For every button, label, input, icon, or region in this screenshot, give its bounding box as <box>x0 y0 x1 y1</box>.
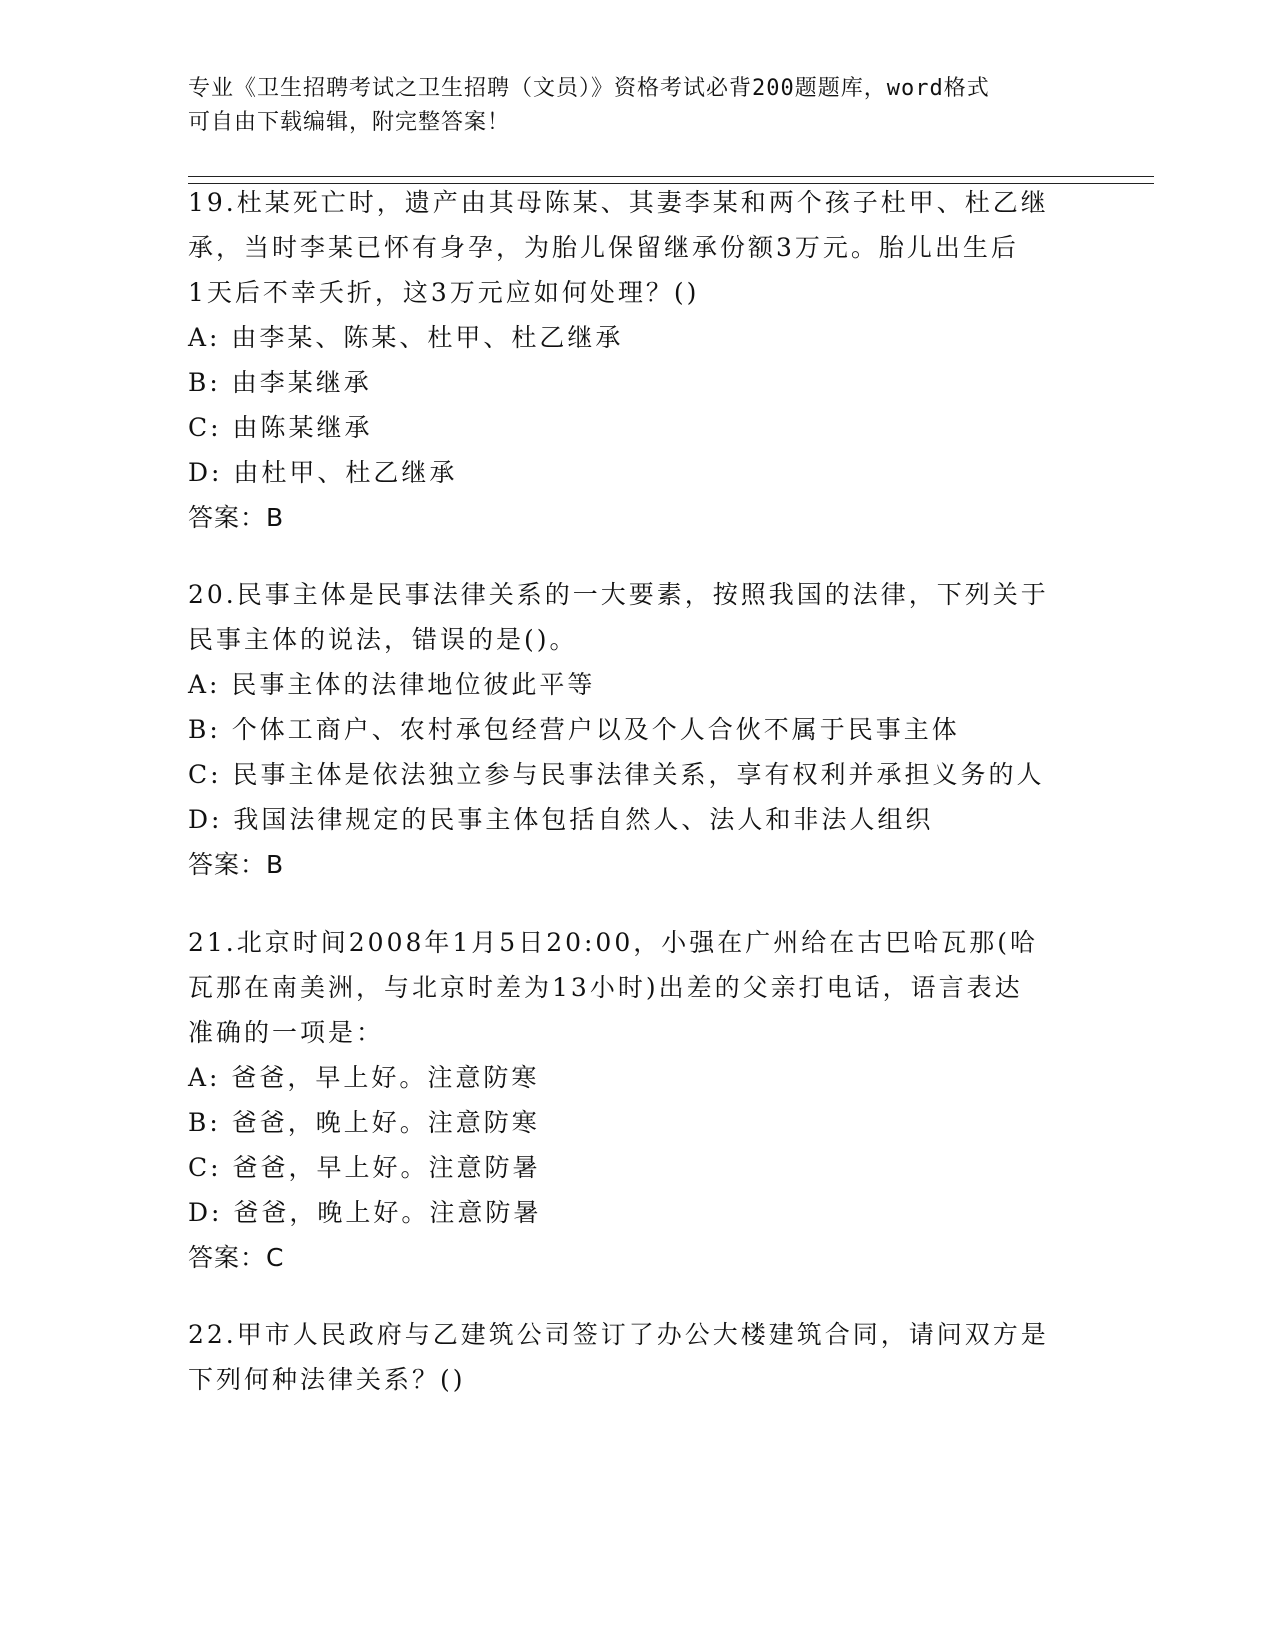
option-c: C: 爸爸，早上好。注意防暑 <box>188 1153 541 1182</box>
question-22 <box>188 1312 1088 1402</box>
option-d: D: 由杜甲、杜乙继承 <box>188 458 458 487</box>
question-stem-line: 20.民事主体是民事法律关系的一大要素，按照我国的法律，下列关于 <box>188 580 1049 609</box>
question-stem-line: 民事主体的说法，错误的是()。 <box>188 625 578 654</box>
option-a: A: 民事主体的法律地位彼此平等 <box>188 670 596 699</box>
option-a: A: 由李某、陈某、杜甲、杜乙继承 <box>188 323 624 352</box>
question-20 <box>188 572 1088 887</box>
option-b: B: 爸爸，晚上好。注意防寒 <box>188 1108 540 1137</box>
header-line: 可自由下载编辑，附完整答案！ <box>188 110 511 135</box>
option-b: B: 由李某继承 <box>188 368 372 397</box>
question-stem-line: 22.甲市人民政府与乙建筑公司签订了办公大楼建筑合同，请问双方是 <box>188 1320 1049 1349</box>
option-a: A: 爸爸，早上好。注意防寒 <box>188 1063 540 1092</box>
option-c: C: 由陈某继承 <box>188 413 373 442</box>
question-stem-line: 承，当时李某已怀有身孕，为胎儿保留继承份额3万元。胎儿出生后 <box>188 233 1019 262</box>
question-stem-line: 19.杜某死亡时，遗产由其母陈某、其妻李某和两个孩子杜甲、杜乙继 <box>188 188 1049 217</box>
question-stem-line: 1天后不幸夭折，这3万元应如何处理？() <box>188 278 700 307</box>
option-c: C: 民事主体是依法独立参与民事法律关系，享有权利并承担义务的人 <box>188 760 1045 789</box>
answer-label: 答案：B <box>188 850 285 879</box>
question-stem-line: 21.北京时间2008年1月5日20:00，小强在广州给在古巴哈瓦那(哈 <box>188 928 1038 957</box>
question-19 <box>188 180 1088 540</box>
header-line: 专业《卫生招聘考试之卫生招聘（文员）》资格考试必背200题题库，word格式 <box>188 76 990 101</box>
question-stem-line: 瓦那在南美洲，与北京时差为13小时)出差的父亲打电话，语言表达 <box>188 973 1023 1002</box>
question-stem-line: 下列何种法律关系？() <box>188 1365 466 1394</box>
answer-label: 答案：C <box>188 1243 285 1272</box>
question-stem-line: 准确的一项是： <box>188 1018 385 1047</box>
option-d: D: 我国法律规定的民事主体包括自然人、法人和非法人组织 <box>188 805 934 834</box>
document-header <box>188 72 1068 140</box>
option-d: D: 爸爸，晚上好。注意防暑 <box>188 1198 542 1227</box>
option-b: B: 个体工商户、农村承包经营户以及个人合伙不属于民事主体 <box>188 715 960 744</box>
question-21 <box>188 920 1088 1280</box>
answer-label: 答案：B <box>188 503 285 532</box>
